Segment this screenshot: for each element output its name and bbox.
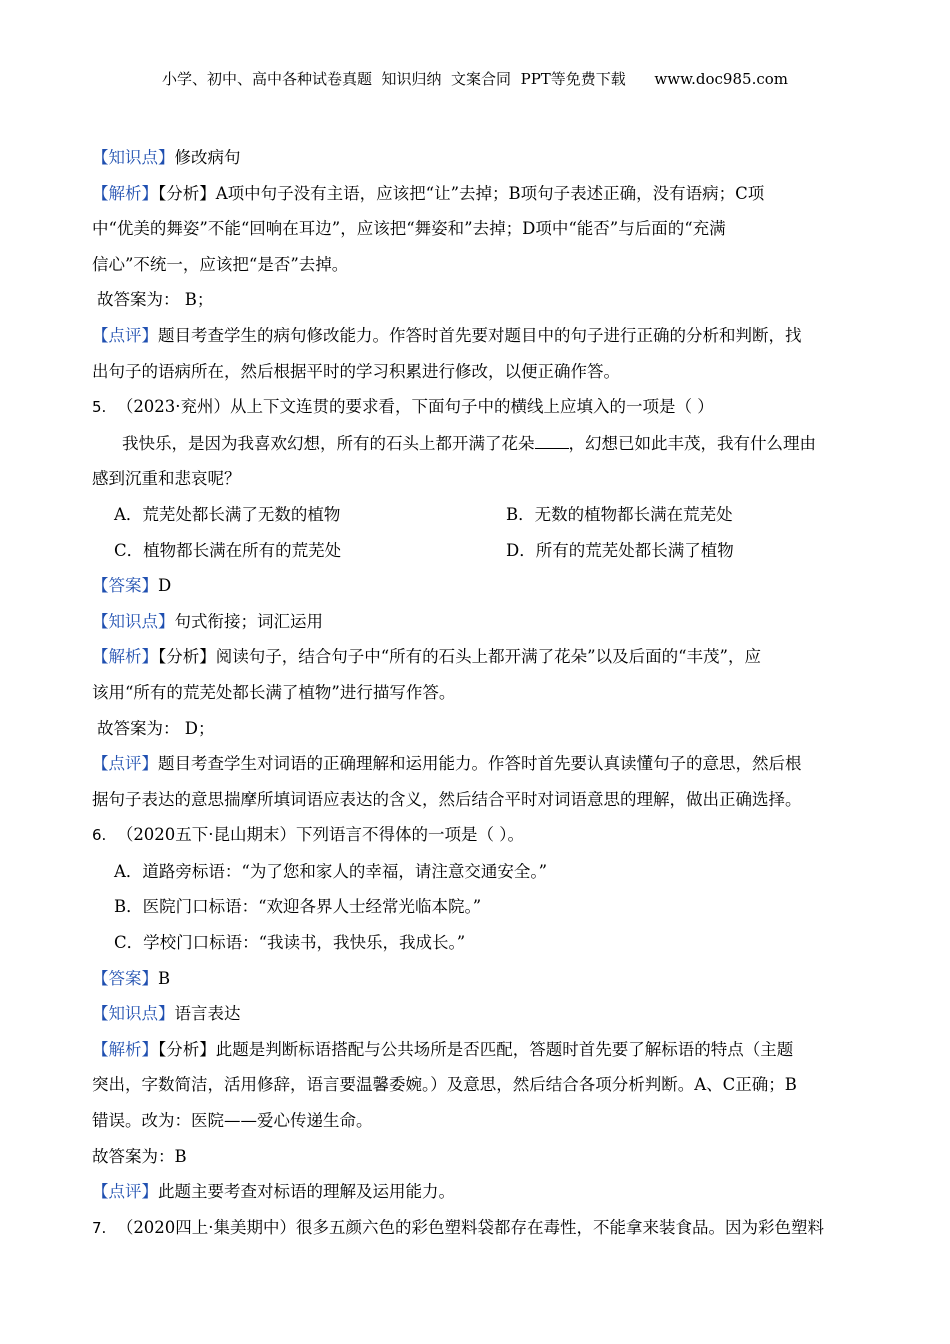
q4-knowledge [92, 140, 860, 176]
passage-text: 我快乐，是因为我喜欢幻想，所有的石头上都开满了花朵 [122, 433, 535, 453]
q5-answer [92, 568, 860, 604]
q6-stem [92, 817, 860, 854]
question-number: 5. [92, 398, 107, 417]
fill-blank [535, 432, 569, 449]
question-number: 6. [92, 826, 107, 845]
question-stem: （2023·兖州）从上下文连贯的要求看，下面句子中的横线上应填入的一项是（ ） [116, 397, 714, 417]
knowledge-tag: 【知识点】 [92, 148, 175, 167]
q5-comment-line2: 据句子表达的意思揣摩所填词语应表达的含义，然后结合平时对词语意思的理解，做出正确选择。 [92, 789, 802, 809]
q6-knowledge [92, 996, 860, 1032]
document-body [92, 140, 860, 1246]
page-header: 小学、初中、高中各种试卷真题 知识归纳 文案合同 PPT等免费下载 www.doc985.com [161, 70, 788, 88]
option-a: A．道路旁标语：“为了您和家人的幸福，请注意交通安全。” [114, 861, 548, 881]
q6-answer [92, 961, 860, 997]
analysis-tag: 【解析】 [92, 647, 158, 667]
fenxi-tag: 【分析】 [158, 1039, 216, 1059]
q4-analysis-line3: 信心”不统一，应该把“是否”去掉。 [92, 254, 349, 274]
knowledge-tag: 【知识点】 [92, 611, 175, 631]
fenxi-tag: 【分析】 [158, 183, 216, 203]
q6-analysis-line2: 突出，字数简洁，活用修辞，语言要温馨委婉。）及意思，然后结合各项分析判断。A、C正确；B [92, 1075, 797, 1095]
comment-text: 题目考查学生对词语的正确理解和运用能力。作答时首先要认真读懂句子的意思，然后根 [158, 754, 802, 774]
q5-passage [92, 426, 860, 462]
q5-stem [92, 389, 860, 426]
comment-tag: 【点评】 [92, 325, 158, 345]
q6-comment [92, 1174, 860, 1210]
answer-text: B [158, 968, 171, 988]
q7-stem [92, 1210, 860, 1247]
q5-result: 故答案为： D； [97, 718, 215, 738]
analysis-text: 阅读句子，结合句子中“所有的石头上都开满了花朵”以及后面的“丰茂”，应 [215, 647, 761, 667]
option-a: A．荒芜处都长满了无数的植物 [114, 504, 341, 524]
question-stem: （2020四上·集美期中）很多五颜六色的彩色塑料袋都存在毒性，不能拿来装食品。因为彩色塑料 [116, 1217, 825, 1237]
analysis-text: 此题是判断标语搭配与公共场所是否匹配，答题时首先要了解标语的特点（主题 [215, 1039, 794, 1059]
fenxi-tag: 【分析】 [158, 647, 216, 667]
q5-knowledge [92, 604, 860, 640]
q4-result: 故答案为： B； [97, 290, 214, 310]
comment-tag: 【点评】 [92, 754, 158, 774]
q4-comment-line2: 出句子的语病所在，然后根据平时的学习积累进行修改，以便正确作答。 [92, 361, 620, 381]
knowledge-tag: 【知识点】 [92, 1004, 175, 1024]
option-c: C．学校门口标语：“我读书，我快乐，我成长。” [114, 933, 466, 953]
answer-text: D [158, 576, 172, 596]
analysis-tag: 【解析】 [92, 183, 158, 203]
answer-tag: 【答案】 [92, 576, 158, 596]
passage-text-cont: ，幻想已如此丰茂，我有什么理由 [568, 433, 816, 453]
q4-comment [92, 318, 860, 354]
knowledge-text: 修改病句 [174, 148, 241, 167]
q4-analysis-line2: 中“优美的舞姿”不能“回响在耳边”，应该把“舞姿和”去掉；D项中“能否”与后面的“充满 [92, 219, 726, 239]
option-b: B．无数的植物都长满在荒芜处 [506, 504, 733, 524]
comment-tag: 【点评】 [92, 1182, 158, 1202]
q4-analysis [92, 176, 860, 212]
q5-analysis [92, 639, 860, 675]
answer-tag: 【答案】 [92, 968, 158, 988]
analysis-text: A项中句子没有主语，应该把“让”去掉；B项句子表述正确，没有语病；C项 [215, 183, 765, 203]
question-number: 7. [92, 1218, 107, 1237]
q5-comment [92, 746, 860, 782]
option-b: B．医院门口标语：“欢迎各界人士经常光临本院。” [114, 897, 482, 917]
option-d: D．所有的荒芜处都长满了植物 [506, 540, 734, 560]
analysis-tag: 【解析】 [92, 1039, 158, 1059]
q6-analysis-line3: 错误。改为：医院——爱心传递生命。 [92, 1111, 373, 1131]
option-c: C．植物都长满在所有的荒芜处 [114, 540, 342, 560]
comment-text: 题目考查学生的病句修改能力。作答时首先要对题目中的句子进行正确的分析和判断，找 [158, 325, 802, 345]
q5-analysis-line2: 该用“所有的荒芜处都长满了植物”进行描写作答。 [92, 682, 456, 702]
q5-options [92, 497, 860, 568]
comment-text: 此题主要考查对标语的理解及运用能力。 [158, 1182, 455, 1202]
q5-passage-line2: 感到沉重和悲哀呢？ [92, 469, 241, 489]
knowledge-text: 语言表达 [174, 1004, 241, 1024]
q6-analysis [92, 1032, 860, 1068]
knowledge-text: 句式衔接；词汇运用 [174, 611, 323, 631]
q6-result: 故答案为：B [92, 1146, 187, 1166]
question-stem: （2020五下·昆山期末）下列语言不得体的一项是（ ）。 [116, 825, 525, 845]
